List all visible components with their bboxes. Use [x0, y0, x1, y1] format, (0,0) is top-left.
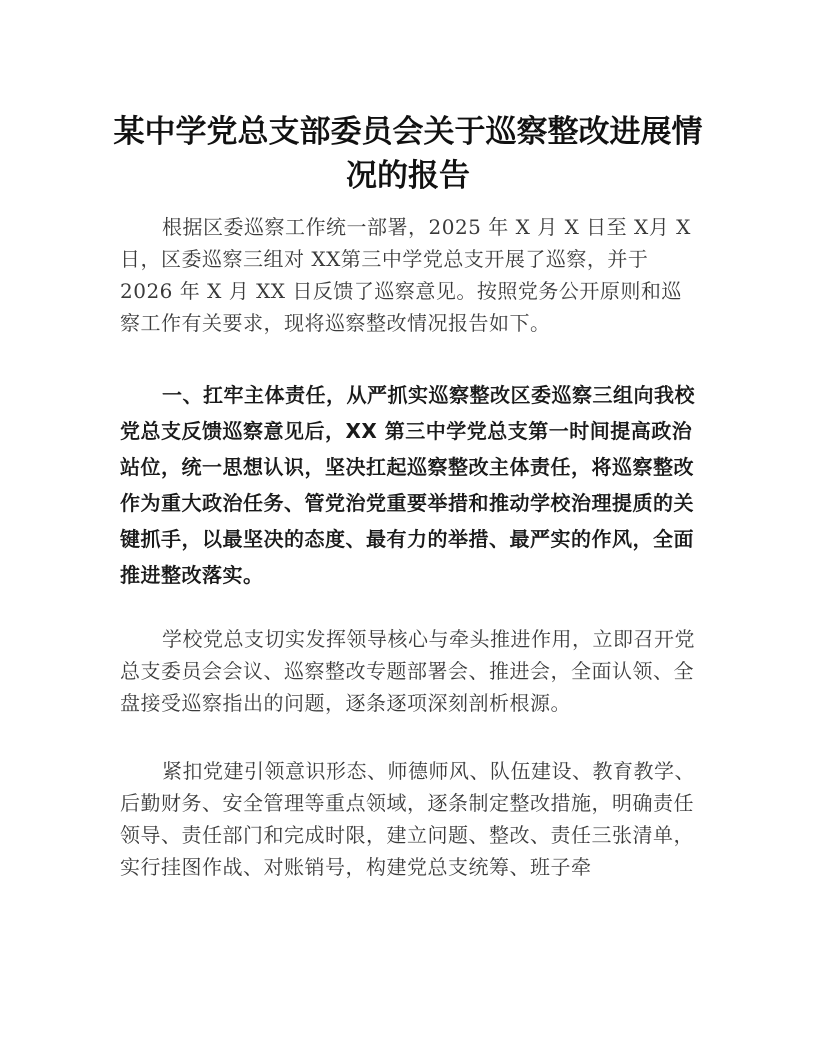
paragraph-4-text: 紧扣党建引领意识形态、师德师风、队伍建设、教育教学、后勤财务、安全管理等重点领域，逐条制定整改措施，明确责任领导、责任部门和完成时限，建立问题、整改、责任三张清单，实行挂图作战、对账销号，构建党总支统筹、班子牵 — [120, 759, 695, 879]
paragraph-2-text: 一、扛牢主体责任，从严抓实巡察整改区委巡察三组向我校党总支反馈巡察意见后，XX 第三中学党总支第一时间提高政治站位，统一思想认识，坚决扛起巡察整改主体责任，将巡察整改作为重大政治任务、管党治党重要举措和推动学校治理提质的关键抓手，以最坚决的态度、最有力的举措、最严实的作风，全面推进整改落实。 — [120, 383, 695, 587]
paragraph-3-text: 学校党总支切实发挥领导核心与牵头推进作用，立即召开党总支委员会会议、巡察整改专题部署会、推进会，全面认领、全盘接受巡察指出的问题，逐条逐项深刻剖析根源。 — [120, 627, 695, 715]
paragraph-4 — [120, 755, 696, 883]
paragraph-1 — [120, 211, 696, 339]
paragraph-2 — [120, 377, 696, 593]
paragraph-3 — [120, 623, 696, 719]
document-title: 某中学党总支部委员会关于巡察整改进展情况的报告 — [113, 114, 703, 194]
paragraph-1-text: 根据区委巡察工作统一部署，2025 年 X 月 X 日至 X月 X日，区委巡察三组对 XX第三中学党总支开展了巡察，并于 2026 年 X 月 XX 日反馈了巡察意见。按照党务公开原则和巡察工作有关要求，现将巡察整改情况报告如下。 — [120, 215, 691, 335]
